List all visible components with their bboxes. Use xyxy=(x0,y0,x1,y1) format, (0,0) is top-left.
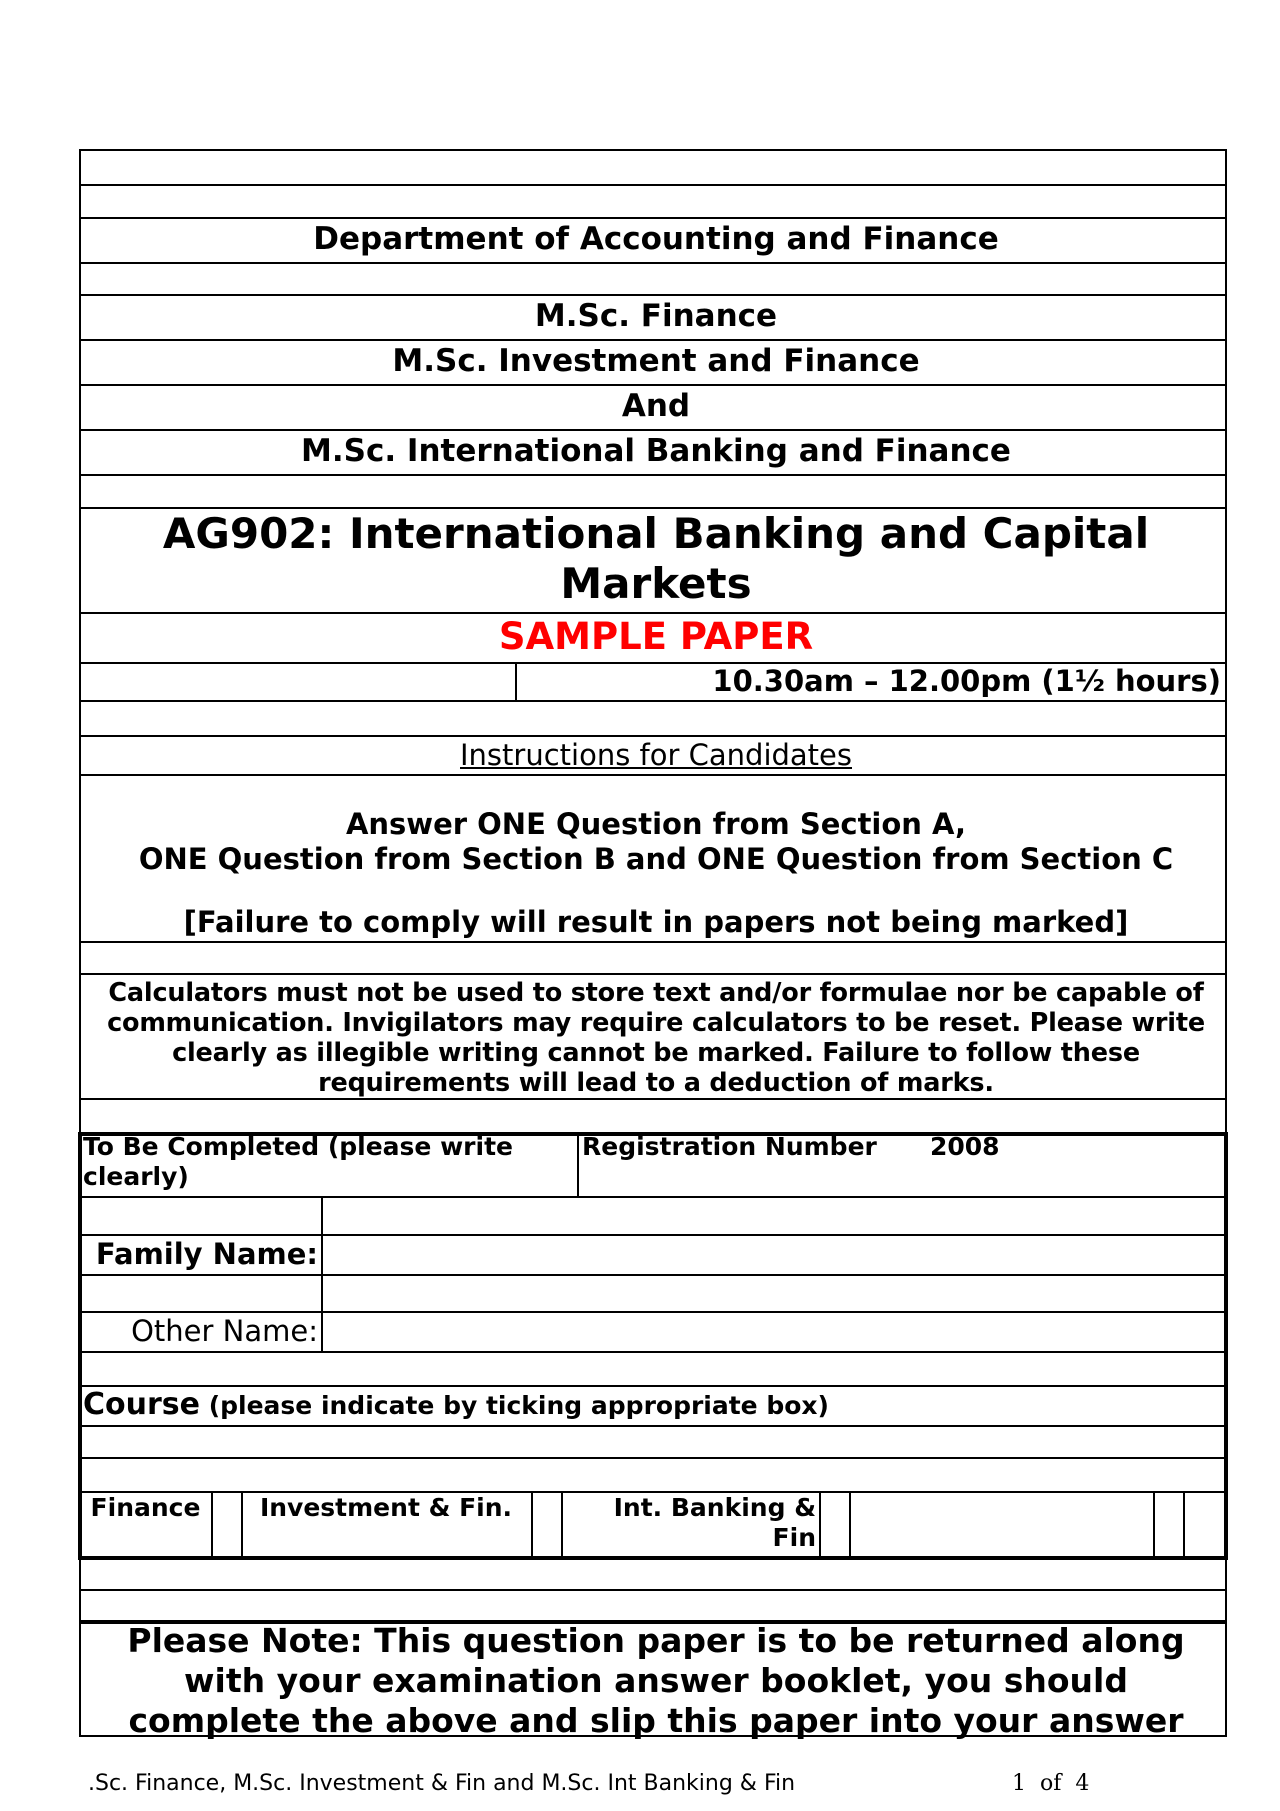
tick-box-edge xyxy=(849,1491,851,1556)
int-banking-tick-box[interactable] xyxy=(821,1493,849,1555)
course-hint: (please indicate by ticking appropriate box) xyxy=(199,1391,829,1420)
rule xyxy=(79,1274,1227,1276)
other-name-field[interactable] xyxy=(323,1313,1225,1351)
rule xyxy=(79,941,1227,943)
rule xyxy=(79,474,1227,476)
extra-tick-box[interactable] xyxy=(1155,1493,1183,1555)
finance-tick-box[interactable] xyxy=(213,1493,241,1555)
rule xyxy=(79,700,1227,702)
course-label-row xyxy=(83,1387,829,1427)
calculator-notice-line: clearly as illegible writing cannot be marked. Failure to follow these xyxy=(172,1038,1140,1068)
other-name-label: Other Name: xyxy=(131,1314,318,1348)
course-label: Course xyxy=(83,1387,200,1422)
rule xyxy=(79,1196,1227,1198)
rule xyxy=(79,262,1227,264)
page-number: 1 of 4 xyxy=(1012,1771,1090,1796)
to-be-completed-line: To Be Completed (please write xyxy=(83,1132,513,1161)
rule xyxy=(79,1457,1227,1459)
time-cell-divider xyxy=(515,662,517,700)
calculator-notice-line: Calculators must not be used to store text and/or formulae nor be capable of xyxy=(108,978,1204,1008)
option-int-banking-label xyxy=(563,1493,816,1553)
frame-bottom xyxy=(79,1735,1227,1737)
footer-programme-text: .Sc. Finance, M.Sc. Investment & Fin and M.Sc. Int Banking & Fin xyxy=(88,1771,796,1796)
rule xyxy=(79,973,1227,975)
rule xyxy=(79,1098,1227,1100)
return-paper-note-line: Please Note: This question paper is to be returned along xyxy=(127,1621,1185,1660)
course-title-line2: Markets xyxy=(560,559,752,608)
to-be-completed-label xyxy=(83,1132,575,1192)
family-name-label: Family Name: xyxy=(95,1237,318,1271)
exam-time: 10.30am – 12.00pm (1½ hours) xyxy=(712,664,1221,698)
instruction-line1: Answer ONE Question from Section A, xyxy=(345,807,967,841)
registration-divider xyxy=(577,1134,579,1196)
to-be-completed-line: clearly) xyxy=(83,1162,189,1191)
return-paper-note-line: with your examination answer booklet, you should xyxy=(184,1661,1128,1700)
rule xyxy=(79,184,1227,186)
programme-and: And xyxy=(621,388,691,424)
option-int-banking-line: Fin xyxy=(772,1523,816,1552)
course-title-line1: AG902: International Banking and Capital xyxy=(162,509,1150,558)
rule xyxy=(79,1351,1227,1353)
instruction-line2: ONE Question from Section B and ONE Question from Section C xyxy=(138,842,1174,876)
option-investment-label: Investment & Fin. xyxy=(259,1493,513,1522)
option-finance-label: Finance xyxy=(90,1493,201,1522)
registration-year: 2008 xyxy=(930,1132,1000,1161)
return-paper-note xyxy=(82,1621,1230,1741)
instruction-warning: [Failure to comply will result in papers not being marked] xyxy=(183,905,1129,939)
instructions-heading: Instructions for Candidates xyxy=(460,738,852,772)
family-name-field[interactable] xyxy=(323,1236,1225,1274)
tick-box-edge xyxy=(1183,1491,1185,1556)
registration-number-label: Registration Number xyxy=(582,1132,877,1161)
programme-msc-finance: M.Sc. Finance xyxy=(534,298,778,334)
programme-msc-intl-banking: M.Sc. International Banking and Finance xyxy=(301,433,1011,469)
programme-msc-investment: M.Sc. Investment and Finance xyxy=(392,343,920,379)
department-title: Department of Accounting and Finance xyxy=(313,221,999,257)
calculator-notice xyxy=(82,978,1230,1098)
return-paper-note-line: complete the above and slip this paper into your answer xyxy=(128,1701,1184,1740)
rule xyxy=(79,1589,1227,1591)
investment-tick-box[interactable] xyxy=(533,1493,561,1555)
rule xyxy=(79,149,1227,151)
rule xyxy=(79,774,1227,776)
option-int-banking-line: Int. Banking & xyxy=(613,1493,816,1522)
calculator-notice-line: communication. Invigilators may require calculators to be reset. Please write xyxy=(107,1008,1205,1038)
sample-paper-label: SAMPLE PAPER xyxy=(498,615,814,658)
calculator-notice-line: requirements will lead to a deduction of marks. xyxy=(318,1068,994,1098)
